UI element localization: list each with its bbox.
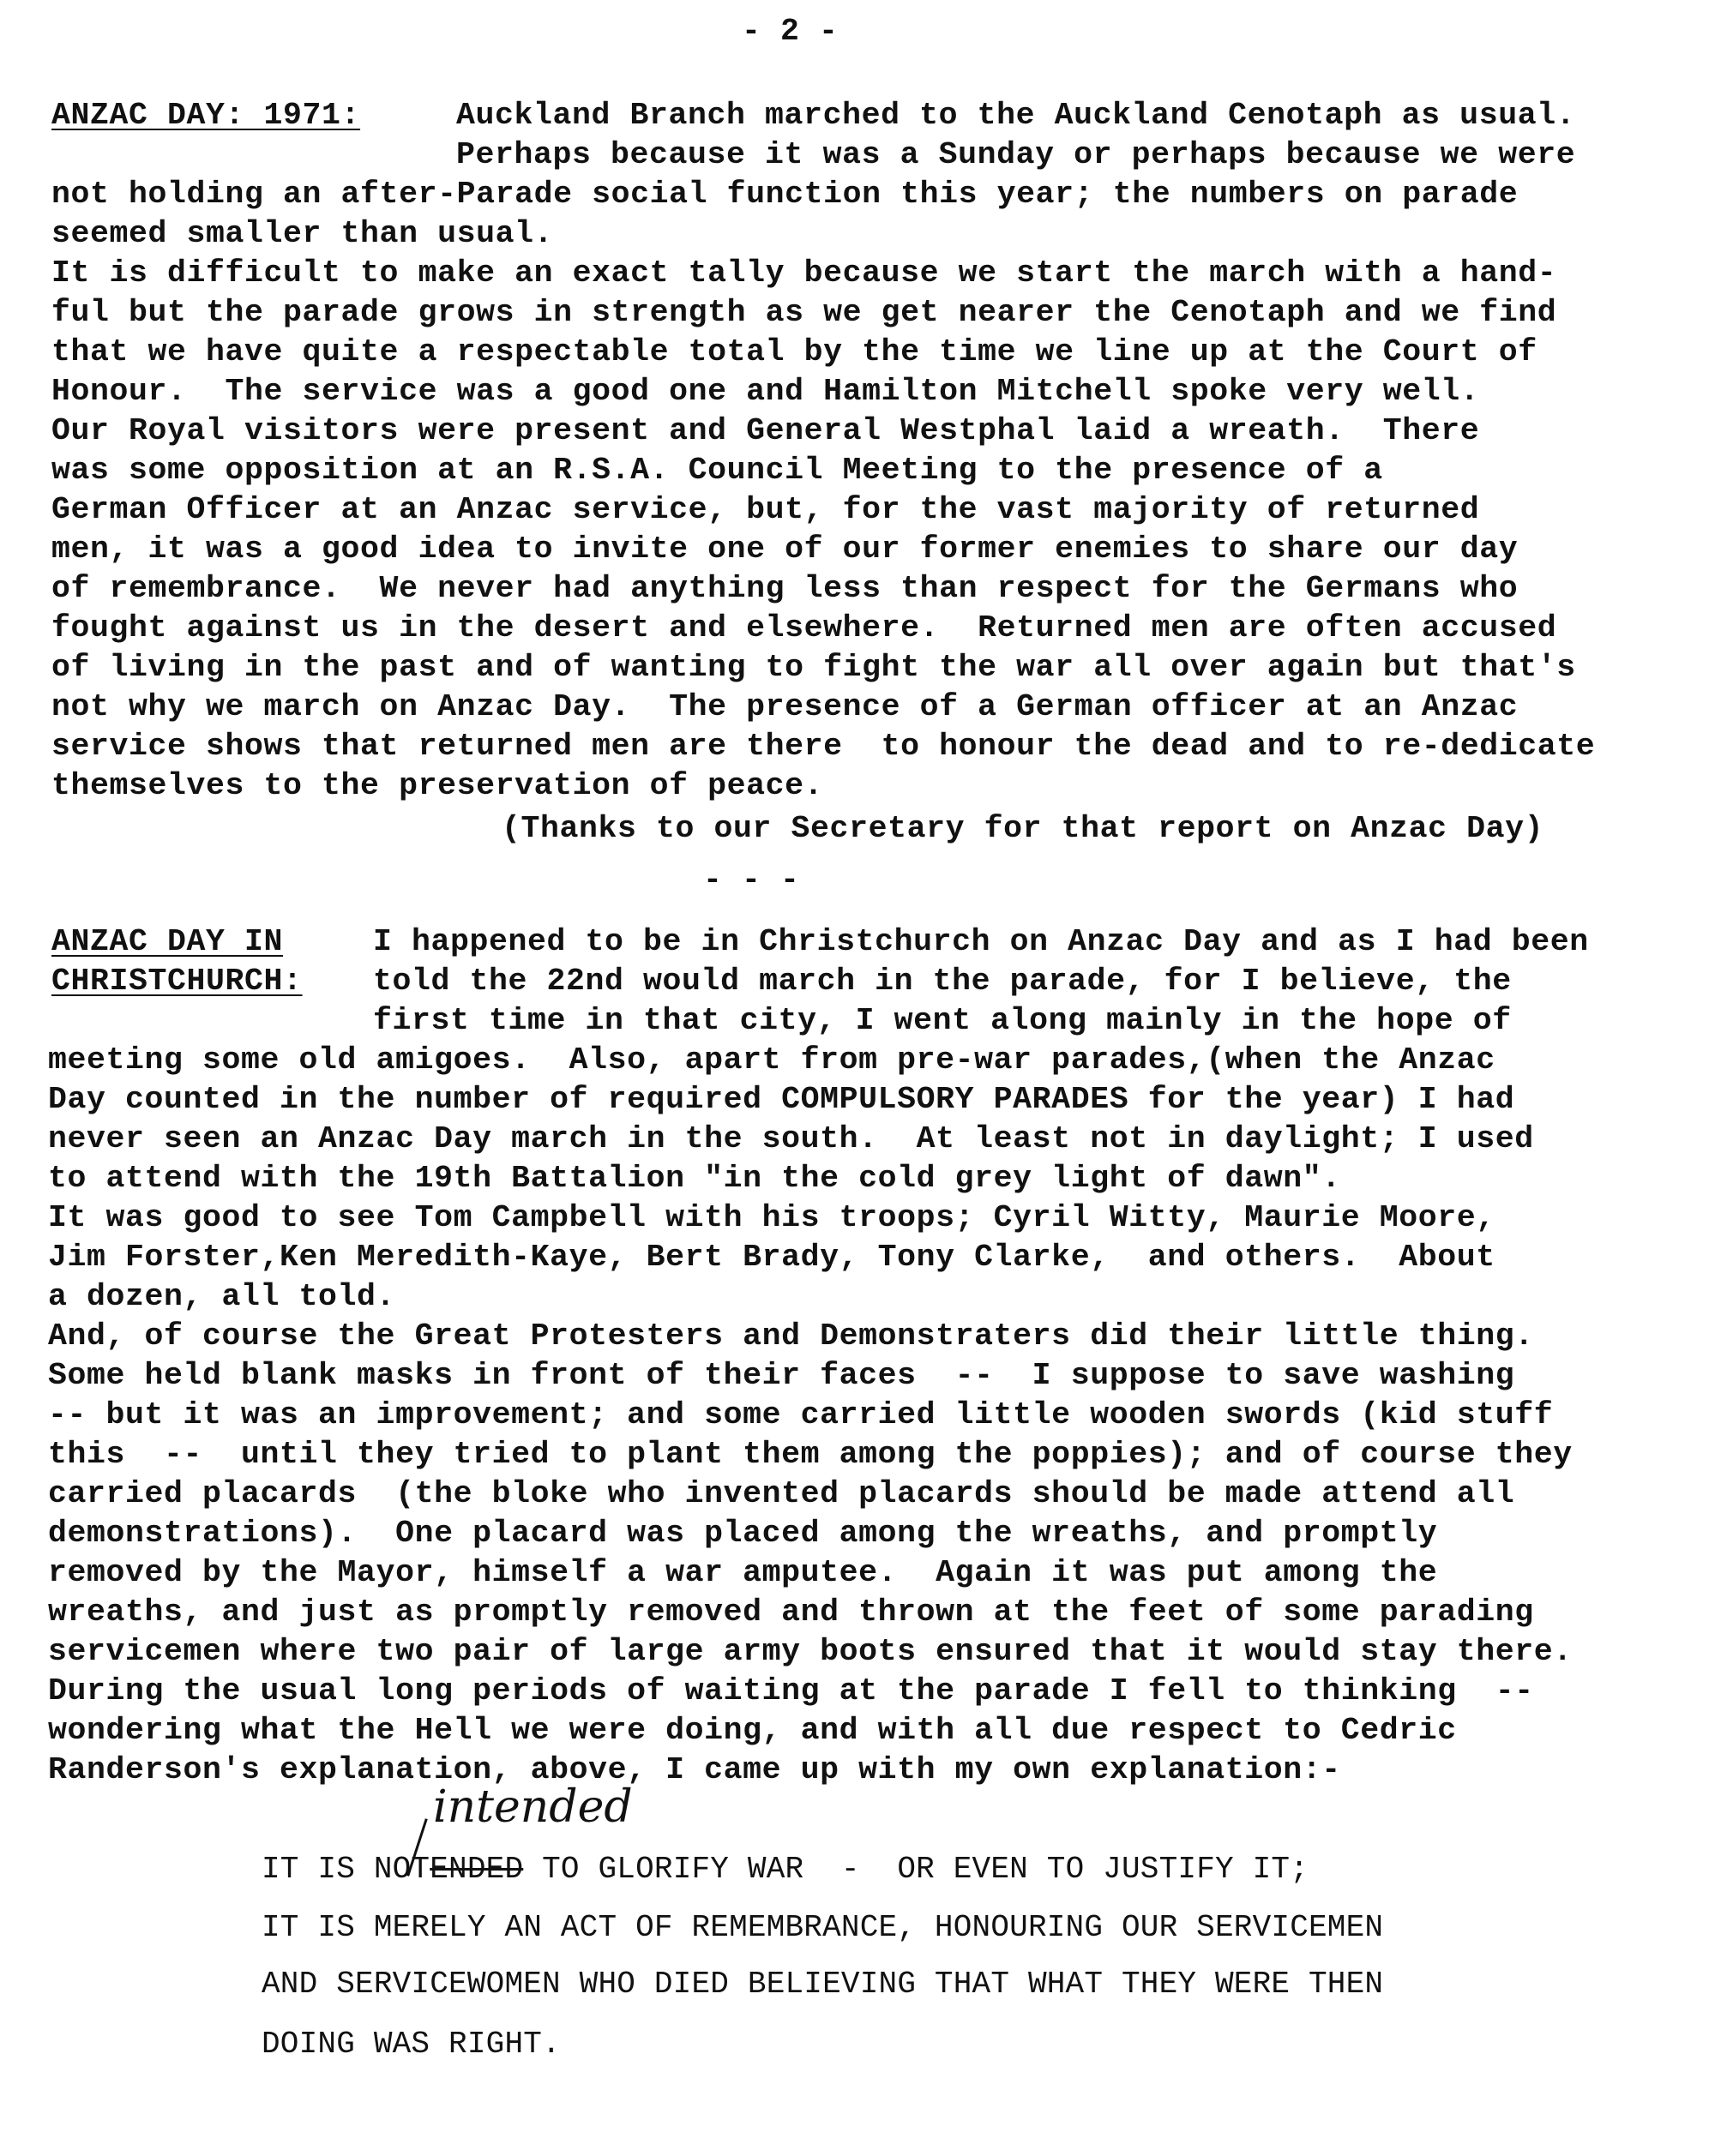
- section1-line: that we have quite a respectable total by the time we line up at the Court of: [51, 334, 1537, 369]
- section1-line: Our Royal visitors were present and General Westphal laid a wreath. There: [51, 413, 1480, 448]
- section1-line: It is difficult to make an exact tally because we start the march with a hand-: [51, 255, 1557, 291]
- statement-line: DOING WAS RIGHT.: [262, 2027, 561, 2062]
- section2-line: Some held blank masks in front of their faces -- I suppose to save washing: [48, 1358, 1515, 1393]
- section1-line: seemed smaller than usual.: [51, 216, 554, 251]
- section1-line: was some opposition at an R.S.A. Council Meeting to the presence of a: [51, 453, 1383, 488]
- section2-line: wondering what the Hell we were doing, and with all due respect to Cedric: [48, 1713, 1457, 1748]
- struck-text: ENDED: [430, 1852, 524, 1887]
- section2-indented-line: first time in that city, I went along mainly in the hope of: [373, 1003, 1512, 1038]
- section1-line: of living in the past and of wanting to fight the war all over again but that's: [51, 650, 1576, 685]
- section2-line: carried placards (the bloke who invented placards should be made attend all: [48, 1476, 1515, 1511]
- section1-line: not holding an after-Parade social function this year; the numbers on parade: [51, 177, 1519, 212]
- separator: - - -: [703, 862, 800, 898]
- section2-line: It was good to see Tom Campbell with his troops; Cyril Witty, Maurie Moore,: [48, 1200, 1495, 1235]
- section1-line: Honour. The service was a good one and Hamilton Mitchell spoke very well.: [51, 374, 1480, 409]
- statement-line: IT IS MERELY AN ACT OF REMEMBRANCE, HONOURING OUR SERVICEMEN: [262, 1910, 1384, 1945]
- section2-line: Jim Forster,Ken Meredith-Kaye, Bert Brady, Tony Clarke, and others. About: [48, 1240, 1495, 1275]
- section2-line: During the usual long periods of waiting at the parade I fell to thinking --: [48, 1673, 1534, 1709]
- section1-line: fought against us in the desert and elsewhere. Returned men are often accused: [51, 610, 1557, 646]
- section2-line: to attend with the 19th Battalion "in the cold grey light of dawn".: [48, 1161, 1341, 1196]
- section1-line: men, it was a good idea to invite one of our former enemies to share our day: [51, 531, 1519, 567]
- section2-line: demonstrations). One placard was placed among the wreaths, and promptly: [48, 1516, 1438, 1551]
- section2-heading-line2: CHRISTCHURCH:: [51, 964, 303, 999]
- section1-line: themselves to the preservation of peace.: [51, 768, 824, 803]
- statement-suffix: TO GLORIFY WAR - OR EVEN TO JUSTIFY IT;: [523, 1852, 1309, 1887]
- section2-line: wreaths, and just as promptly removed and thrown at the feet of some parading: [48, 1594, 1534, 1630]
- section2-line: meeting some old amigoes. Also, apart from pre-war parades,(when the Anzac: [48, 1042, 1495, 1078]
- section1-line: not why we march on Anzac Day. The presence of a German officer at an Anzac: [51, 689, 1519, 724]
- section2-heading-line1: ANZAC DAY IN: [51, 924, 284, 959]
- section2-line: a dozen, all told.: [48, 1279, 396, 1314]
- handwritten-insert: intended: [433, 1781, 633, 1833]
- section2-line: Day counted in the number of required COMPULSORY PARADES for the year) I had: [48, 1082, 1515, 1117]
- page-number: - 2 -: [742, 14, 839, 49]
- section2-line: never seen an Anzac Day march in the south. At least not in daylight; I used: [48, 1121, 1534, 1156]
- section1-line: German Officer at an Anzac service, but, for the vast majority of returned: [51, 492, 1480, 527]
- statement-prefix: IT IS NOT: [262, 1852, 430, 1887]
- statement-line1: [262, 1850, 1309, 1889]
- section2-line: Randerson's explanation, above, I came up with my own explanation:-: [48, 1752, 1341, 1787]
- section2-line: removed by the Mayor, himself a war amputee. Again it was put among the: [48, 1555, 1438, 1590]
- section1-line: of remembrance. We never had anything less than respect for the Germans who: [51, 571, 1519, 606]
- section1-first-line: Auckland Branch marched to the Auckland Cenotaph as usual.: [456, 98, 1576, 133]
- section1-second-line: Perhaps because it was a Sunday or perhaps because we were: [456, 137, 1576, 172]
- section1-heading: ANZAC DAY: 1971:: [51, 98, 361, 133]
- section2-indented-line: I happened to be in Christchurch on Anzac Day and as I had been: [373, 924, 1589, 959]
- section1-line: ful but the parade grows in strength as we get nearer the Cenotaph and we find: [51, 295, 1557, 330]
- section1-credit: (Thanks to our Secretary for that report on Anzac Day): [502, 811, 1544, 846]
- section2-line: -- but it was an improvement; and some carried little wooden swords (kid stuff: [48, 1397, 1554, 1432]
- section1-line: service shows that returned men are there to honour the dead and to re-dedicate: [51, 729, 1596, 764]
- section2-indented-line: told the 22nd would march in the parade, for I believe, the: [373, 964, 1512, 999]
- statement-line: AND SERVICEWOMEN WHO DIED BELIEVING THAT WHAT THEY WERE THEN: [262, 1967, 1384, 2002]
- section2-line: servicemen where two pair of large army boots ensured that it would stay there.: [48, 1634, 1573, 1669]
- section2-line: this -- until they tried to plant them among the poppies); and of course they: [48, 1437, 1573, 1472]
- section2-line: And, of course the Great Protesters and Demonstraters did their little thing.: [48, 1318, 1534, 1354]
